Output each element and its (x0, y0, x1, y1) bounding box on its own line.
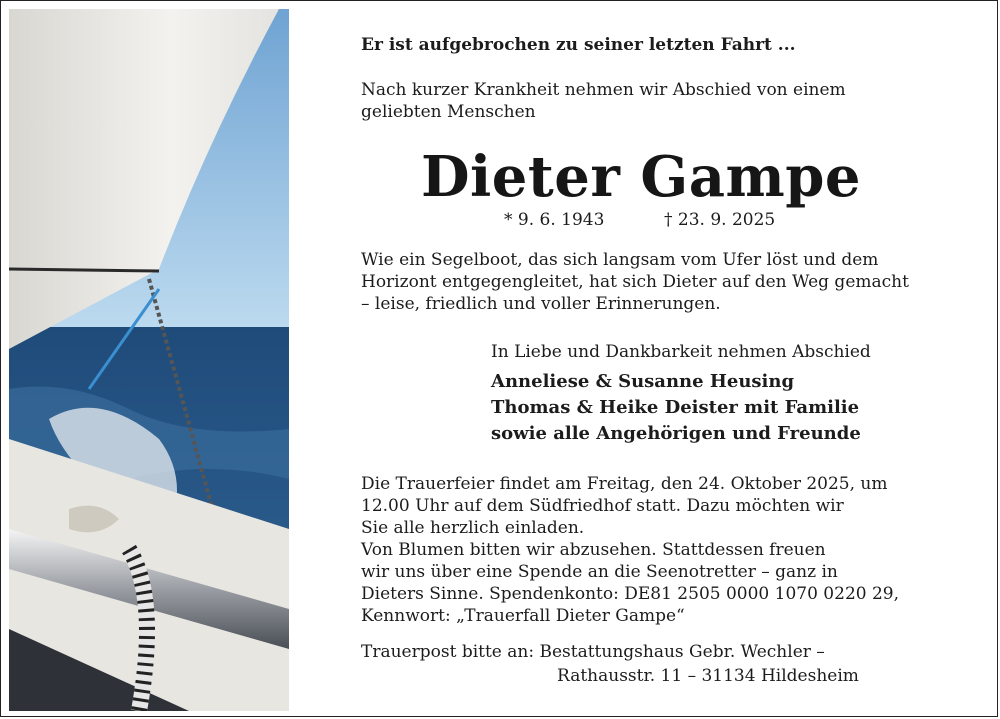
service-line: Dieters Sinne. Spendenkonto: DE81 2505 0000 1070 0220 29, (361, 584, 900, 604)
sailboat-photo (9, 9, 289, 711)
mourner-name: sowie alle Angehörigen und Freunde (491, 423, 861, 444)
deceased-name: Dieter Gampe (420, 144, 862, 210)
mail-address-line1: Trauerpost bitte an: Bestattungshaus Gebr. Wechler – (361, 642, 825, 662)
birth-date: * 9. 6. 1943 (504, 210, 605, 230)
service-line: Kennwort: „Trauerfall Dieter Gampe“ (361, 606, 685, 626)
farewell-line: geliebten Menschen (361, 102, 536, 122)
service-text (361, 473, 899, 627)
service-line: Sie alle herzlich einladen. (361, 518, 585, 538)
farewell-text (361, 79, 846, 123)
poem-line: Horizont entgegengleitet, hat sich Dieter auf den Weg gemacht (361, 272, 909, 292)
intro-line: Er ist aufgebrochen zu seiner letzten Fahrt ... (361, 35, 796, 55)
service-line: wir uns über eine Spende an die Seenotretter – ganz in (361, 562, 838, 582)
mail-address-line2: Rathausstr. 11 – 31134 Hildesheim (557, 666, 859, 686)
mourner-name: Thomas & Heike Deister mit Familie (491, 397, 860, 418)
mourners-list (491, 369, 861, 447)
service-line: Die Trauerfeier findet am Freitag, den 24. Oktober 2025, um (361, 474, 888, 494)
service-line: 12.00 Uhr auf dem Südfriedhof statt. Dazu möchten wir (361, 496, 844, 516)
mourners-intro: In Liebe und Dankbarkeit nehmen Abschied (491, 342, 871, 362)
poem-text (361, 249, 909, 315)
death-date: † 23. 9. 2025 (664, 210, 776, 230)
farewell-line: Nach kurzer Krankheit nehmen wir Abschied von einem (361, 80, 846, 100)
poem-line: – leise, friedlich und voller Erinnerungen. (361, 294, 721, 314)
mourner-name: Anneliese & Susanne Heusing (491, 371, 795, 392)
service-line: Von Blumen bitten wir abzusehen. Stattdessen freuen (361, 540, 826, 560)
poem-line: Wie ein Segelboot, das sich langsam vom Ufer löst und dem (361, 250, 879, 270)
